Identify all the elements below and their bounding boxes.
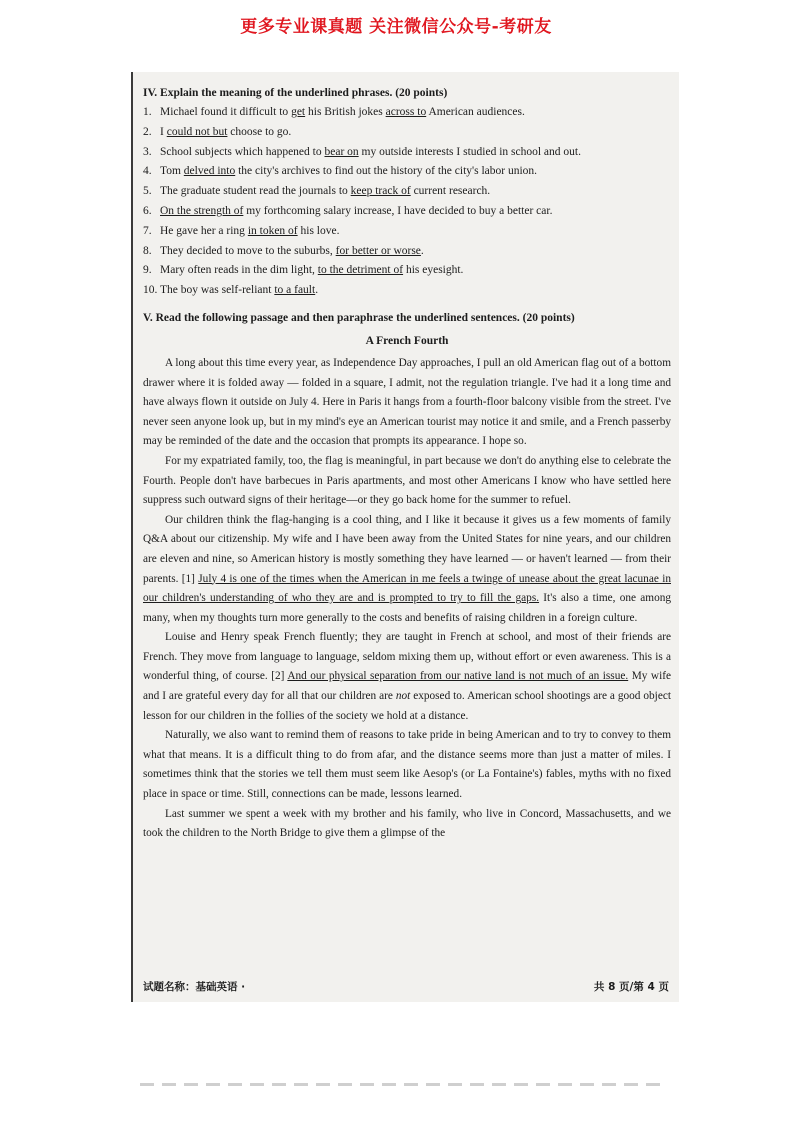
phrase-question-item bbox=[143, 281, 671, 301]
question-text: his British jokes bbox=[305, 106, 386, 118]
underlined-phrase: bear on bbox=[324, 145, 359, 158]
question-number: 9. bbox=[143, 264, 152, 277]
underlined-phrase: for better or worse bbox=[335, 244, 421, 257]
phrase-question-item bbox=[143, 222, 671, 242]
paragraph-4-text-a: Louise and Henry speak French fluently; they are taught in French at school, and most of their friends are French. They move from language to language, seldom mixing them up, without effort or even awareness. This is a wonderful thing, of course. [2] bbox=[143, 631, 671, 683]
question-text: . bbox=[315, 284, 319, 297]
phrase-question-item bbox=[143, 123, 671, 143]
underlined-phrase: to a fault bbox=[274, 284, 316, 297]
question-text: his love. bbox=[297, 224, 340, 237]
banner-text: 更多专业课真题 关注微信公众号-考研友 bbox=[240, 17, 552, 37]
paragraph-4-text-c: exposed to. American school shootings are a good object lesson for our children in the follies of the society we hold at a distance. bbox=[143, 690, 671, 722]
question-text: Mary often reads in the dim light, bbox=[160, 264, 318, 277]
question-number: 8. bbox=[143, 244, 152, 257]
section-5-heading: V. Read the following passage and then paraphrase the underlined sentences. (20 points) bbox=[143, 311, 575, 324]
underlined-phrase: On the strength of bbox=[160, 204, 244, 217]
paragraph-4-italic: not bbox=[395, 690, 411, 703]
passage-paragraph-6: Last summer we spent a week with my brother and his family, who live in Concord, Massachusetts, and we took the children to the North Bridge to give them a glimpse of the bbox=[143, 807, 671, 840]
question-text: They decided to move to the suburbs, bbox=[160, 244, 336, 257]
underlined-phrase: keep track of bbox=[350, 185, 411, 198]
paragraph-3-text-a: Our children think the flag-hanging is a cool thing, and I like it because it gives us a few moments of family Q&A about our citizenship. My wife and I have been away from the United States for nine years, and our children are eleven and nine, so American history is mostly something they have learned — or haven't learned — from their parents. [1] bbox=[143, 513, 671, 585]
passage-paragraph-4 bbox=[143, 628, 671, 726]
underlined-phrase: delved into bbox=[183, 165, 236, 178]
question-text: the city's archives to find out the history of the city's labor union. bbox=[235, 165, 538, 178]
passage-paragraph-5: Naturally, we also want to remind them of reasons to take pride in being American and to try to convey to them what that means. It is a difficult thing to do from afar, and the distance seems more than just a matter of miles. I sometimes think that the stories we tell them must seem like Aesop's (or La Fontaine's) fables, myths with no fixed place in space or time. Still, connections can be made, lessons learned. bbox=[143, 729, 671, 801]
question-text: current research. bbox=[410, 185, 491, 198]
question-number: 6. bbox=[143, 204, 152, 217]
scan-noise-strip bbox=[140, 1083, 660, 1086]
section-4-heading: IV. Explain the meaning of the underlined phrases. (20 points) bbox=[143, 87, 448, 99]
underlined-phrase: to the detriment of bbox=[317, 264, 404, 277]
passage-paragraph-2: For my expatriated family, too, the flag is meaningful, in part because we don't do anything else to celebrate the Fourth. People don't have barbecues in Paris apartments, and most other Americans I know who have settled here suppress such outward signs of their heritage—or they go back home for the summer to refuel. bbox=[143, 454, 671, 507]
question-number: 2. bbox=[143, 125, 152, 138]
question-text: my outside interests I studied in school and out. bbox=[358, 145, 581, 158]
paragraph-3-text-b: It's also a time, one among many, when my thoughts turn more generally to the costs and benefits of raising children in a foreign culture. bbox=[143, 592, 672, 624]
phrase-question-item bbox=[143, 103, 671, 123]
question-text: choose to go. bbox=[227, 125, 292, 138]
page-footer bbox=[143, 979, 669, 994]
phrase-question-item bbox=[143, 202, 671, 222]
phrase-question-item bbox=[143, 182, 671, 202]
question-text: . bbox=[420, 244, 424, 257]
question-number: 10. bbox=[143, 284, 158, 297]
underlined-sentence-2: And our physical separation from our native land is not much of an issue. bbox=[287, 670, 629, 683]
question-text: The boy was self-reliant bbox=[160, 284, 275, 297]
passage-paragraph-3 bbox=[143, 511, 671, 629]
underlined-phrase: across to bbox=[385, 106, 427, 118]
paragraph-4-text-b: My wife and I are grateful every day for all that our children are bbox=[143, 670, 671, 703]
underlined-phrase: could not but bbox=[166, 125, 228, 138]
question-text: my forthcoming salary increase, I have decided to buy a better car. bbox=[243, 204, 553, 217]
underlined-sentence-1: July 4 is one of the times when the American in me feels a twinge of unease about the great lacunae in our children's understanding of who they are and is prompted to try to fill the gaps. bbox=[143, 572, 671, 605]
footer-exam-name: 试题名称：基础英语 · bbox=[143, 981, 246, 993]
scanned-exam-page bbox=[131, 72, 679, 1002]
footer-page-number: 共 8 页/第 4 页 bbox=[593, 981, 669, 993]
question-text: School subjects which happened to bbox=[160, 145, 325, 158]
underlined-phrase: get bbox=[291, 106, 306, 118]
question-number: 5. bbox=[143, 185, 152, 198]
question-number: 1. bbox=[143, 106, 152, 118]
phrase-question-item bbox=[143, 143, 671, 163]
question-text: his eyesight. bbox=[403, 264, 464, 277]
passage-title: A French Fourth bbox=[365, 334, 449, 347]
page-content bbox=[143, 85, 671, 844]
phrase-question-list bbox=[143, 103, 671, 301]
phrase-question-item bbox=[143, 261, 671, 281]
question-number: 3. bbox=[143, 145, 152, 158]
phrase-question-item bbox=[143, 242, 671, 262]
question-text: Michael found it difficult to bbox=[160, 106, 292, 118]
question-number: 7. bbox=[143, 224, 152, 237]
passage-paragraph-1: A long about this time every year, as Independence Day approaches, I pull an old American flag out of a bottom drawer where it is folded away — folded in a square, I admit, not the regulation triangle. I've had it a long time and have always flown it outside on July 4. Here in Paris it hangs from a fourth-floor balcony visible from the street. I've never seen anyone look up, but in my mind's eye an American tourist may notice it and smile, and a French passerby may be reminded of the date and the occasion that prompts its appearance. I hope so. bbox=[143, 356, 671, 448]
question-text: He gave her a ring bbox=[160, 224, 248, 237]
phrase-question-item bbox=[143, 162, 671, 182]
question-text: The graduate student read the journals to bbox=[160, 185, 351, 198]
underlined-phrase: in token of bbox=[247, 224, 298, 237]
question-text: American audiences. bbox=[426, 106, 525, 118]
question-text: Tom bbox=[160, 165, 184, 178]
question-text: I bbox=[160, 125, 167, 138]
question-number: 4. bbox=[143, 165, 152, 178]
